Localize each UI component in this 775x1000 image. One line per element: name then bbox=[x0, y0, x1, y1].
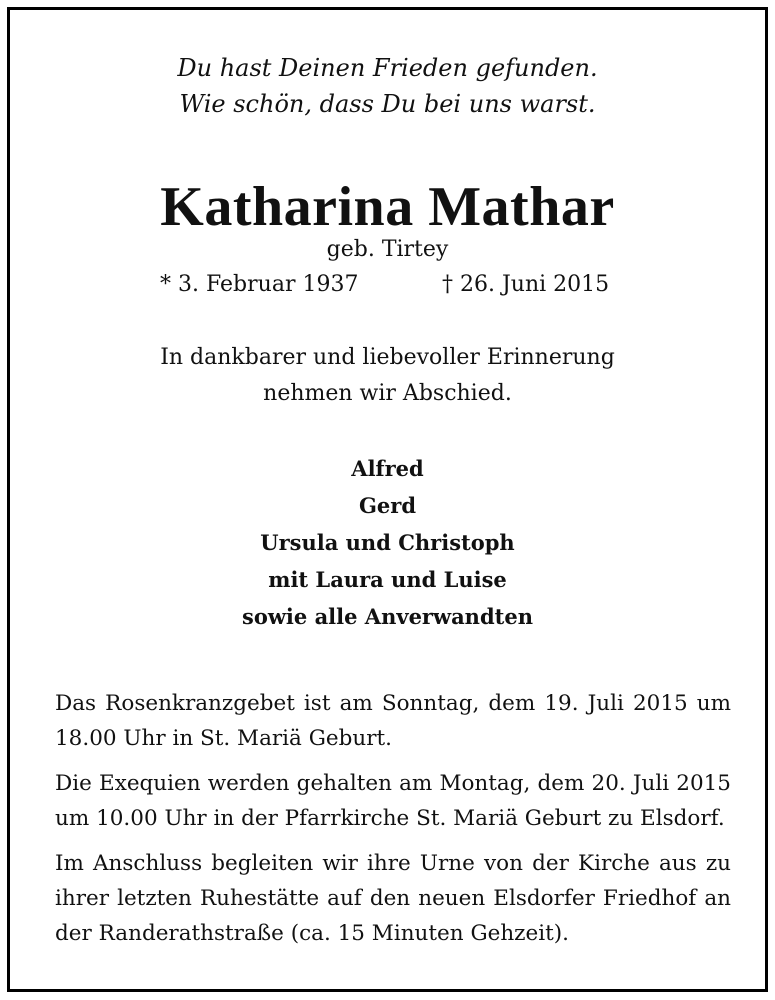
motto-line-2: Wie schön, dass Du bei uns warst. bbox=[179, 90, 596, 118]
rosary-text: Das Rosenkranzgebet ist am Sonntag, dem 19. Juli 2015 um 18.00 Uhr in St. Mariä Geburt. bbox=[55, 691, 731, 751]
motto bbox=[10, 50, 765, 122]
remembrance-text bbox=[10, 340, 765, 412]
mourner: Alfred bbox=[351, 456, 424, 481]
maiden-name: geb. Tirtey bbox=[326, 237, 449, 262]
mourner: Gerd bbox=[358, 493, 417, 518]
rosary-announcement bbox=[55, 686, 731, 756]
burial-announcement bbox=[55, 846, 731, 951]
obituary-notice bbox=[7, 7, 768, 992]
funeral-text: Die Exequien werden gehalten am Montag, dem 20. Juli 2015 um 10.00 Uhr in der Pfarrkirche St. Mariä Geburt zu Elsdorf. bbox=[55, 771, 731, 831]
remembrance-line-2: nehmen wir Abschied. bbox=[263, 381, 512, 406]
mourners-list bbox=[10, 450, 765, 635]
mourner: Ursula und Christoph bbox=[260, 530, 515, 555]
death-date: † 26. Juni 2015 bbox=[442, 272, 610, 297]
deceased-name: Katharina Mathar bbox=[160, 176, 615, 238]
mourner: sowie alle Anverwandten bbox=[242, 604, 533, 629]
mourner: mit Laura und Luise bbox=[268, 567, 507, 592]
funeral-announcement bbox=[55, 766, 731, 836]
motto-line-1: Du hast Deinen Frieden gefunden. bbox=[177, 54, 598, 82]
burial-text: Im Anschluss begleiten wir ihre Urne von der Kirche aus zu ihrer letzten Ruhestätte auf den neuen Elsdorfer Friedhof an der Randerathstraße (ca. 15 Minuten Gehzeit). bbox=[55, 851, 731, 946]
birth-date: * 3. Februar 1937 bbox=[160, 272, 359, 297]
remembrance-line-1: In dankbarer und liebevoller Erinnerung bbox=[160, 345, 615, 370]
